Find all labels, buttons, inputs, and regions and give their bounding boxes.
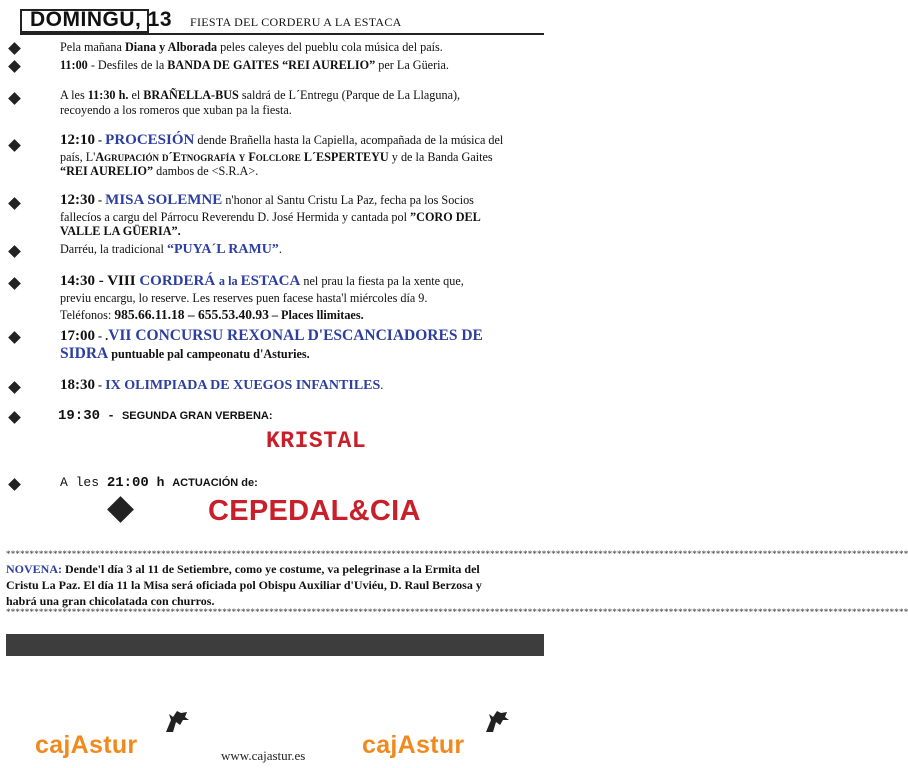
header-underline [20, 33, 544, 35]
separator-bottom: ************************************************************************************************************************************************************************************************ [6, 607, 908, 617]
item-procesion-line1: 12:10 - PROCESIÓN dende Brañella hasta la Capiella, acompañada de la música del [60, 132, 504, 148]
item-cordera-line3: Teléfonos: 985.66.11.18 – 655.53.40.93 – Places llimitaes. [60, 307, 364, 322]
cajastur-horse-logo-icon [163, 708, 191, 739]
band-kristal: KRISTAL [266, 428, 367, 454]
item-cordera-line1: 14:30 - VIII CORDERÁ a la ESTACA nel prau la fiesta pa la xente que, [60, 273, 464, 289]
item-bus-line1: A les 11:30 h. el BRAÑELLA-BUS saldrá de L´Entregu (Parque de La Llaguna), [60, 88, 461, 102]
diamond-bullet-icon [8, 245, 21, 258]
fiesta-subtitle: FIESTA DEL CORDERU A LA ESTACA [190, 15, 402, 29]
cajastur-horse-logo-icon [483, 708, 511, 739]
band-cepedal: CEPEDAL&CIA [208, 495, 421, 527]
diamond-bullet-icon [8, 60, 21, 73]
item-bus-line2: recoyendo a los romeros que xuban pa la fiesta. [60, 103, 292, 117]
item-procesion-line2: país, L'Agrupación d´Etnografía y Folclore L´ESPERTEYU y de la Banda Gaites [60, 150, 493, 164]
day-title: DOMINGU, 13 [30, 8, 173, 31]
diamond-bullet-icon [8, 411, 21, 424]
item-escanciadores-line1: 17:00 - .VII CONCURSU REXONAL D'ESCANCIADORES DE [60, 327, 483, 344]
item-verbena: 19:30 - SEGUNDA GRAN VERBENA: [58, 408, 273, 424]
item-misa-line3: VALLE LA GÜERIA”. [60, 224, 181, 238]
cajastur-logo-left: cajAstur [35, 731, 138, 759]
diamond-bullet-icon [8, 42, 21, 55]
item-procesion-line3: “REI AURELIO” dambos de <S.R.A>. [60, 164, 259, 178]
item-actuacion: A les 21:00 h ACTUACIÓN de: [60, 475, 258, 491]
item-olimpiada: 18:30 - IX OLIMPIADA DE XUEGOS INFANTILES. [60, 377, 384, 393]
diamond-bullet-icon [8, 277, 21, 290]
diamond-bullet-icon [8, 478, 21, 491]
item-escanciadores-line2: SIDRA puntuable pal campeonatu d'Asturies. [60, 345, 310, 362]
diamond-bullet-icon [8, 139, 21, 152]
item-diana: Pela mañana Diana y Alborada peles caleyes del pueblu cola música del país. [60, 40, 443, 54]
large-diamond-icon [107, 496, 134, 523]
diamond-bullet-icon [8, 381, 21, 394]
item-misa-line1: 12:30 - MISA SOLEMNE n'honor al Santu Cristu La Paz, fecha pa los Socios [60, 192, 474, 208]
diamond-bullet-icon [8, 331, 21, 344]
item-cordera-line2: previu encargu, lo reserve. Les reserves puen facese hasta'l miércoles día 9. [60, 291, 428, 305]
separator-top: ************************************************************************************************************************************************************************************************ [6, 549, 908, 559]
diamond-bullet-icon [8, 197, 21, 210]
diamond-bullet-icon [8, 92, 21, 105]
item-puya: Darréu, la tradicional “PUYA´L RAMU”. [60, 242, 282, 257]
cajastur-logo-right: cajAstur [362, 731, 465, 759]
novena-line2: Cristu La Paz. El día 11 la Misa será oficiada pol Obispu Auxiliar d'Uviéu, D. Raul Berzosa y [6, 578, 482, 592]
item-desfile: 11:00 - Desfiles de la BANDA DE GAITES “REI AURELIO” per La Güeria. [60, 58, 449, 72]
item-misa-line2: fallecíos a cargu del Párrocu Reverendu D. José Hermida y cantada pol ”CORO DEL [60, 210, 481, 224]
gray-band [6, 634, 544, 656]
novena-line3: habrá una gran chicolatada con churros. [6, 594, 215, 608]
novena-line1: NOVENA: Dende'l día 3 al 11 de Setiembre, como ye costume, va pelegrinase a la Ermita del [6, 562, 480, 576]
cajastur-url-link[interactable]: www.cajastur.es [221, 748, 306, 763]
